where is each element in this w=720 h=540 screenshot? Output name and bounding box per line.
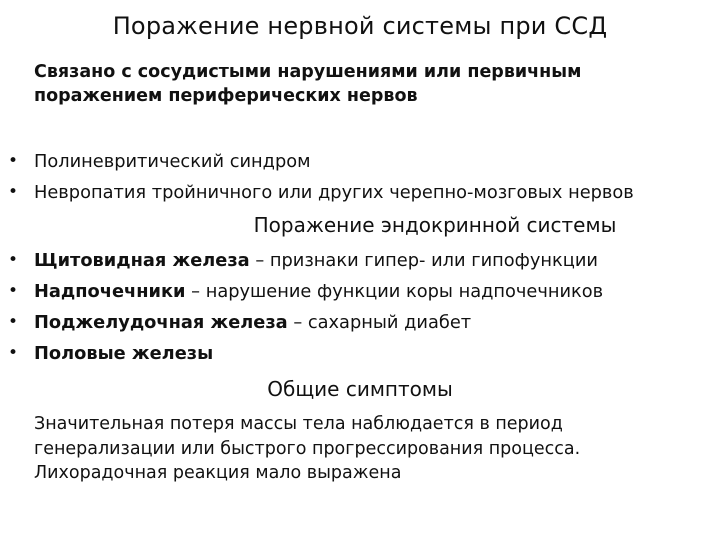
list-item: [0, 276, 720, 307]
general-symptoms-text: [34, 412, 694, 486]
intro-line: поражением периферических нервов: [34, 86, 418, 106]
organ-description: – сахарный диабет: [287, 312, 472, 333]
general-section-title: [0, 377, 720, 401]
intro-text: [34, 60, 674, 108]
list-item-text: Невропатия тройничного или других черепно-мозговых нервов: [34, 182, 634, 203]
list-item-text: Полиневритический синдром: [34, 151, 311, 172]
endocrine-list: [0, 245, 720, 369]
organ-description: – признаки гипер- или гипофункции: [249, 250, 598, 271]
list-item: [0, 245, 720, 276]
organ-name: Поджелудочная железа: [34, 312, 288, 333]
bullet-icon: •: [8, 151, 19, 171]
organ-name: Половые железы: [34, 343, 214, 364]
paragraph-line: Лихорадочная реакция мало выражена: [34, 463, 402, 483]
bullet-icon: •: [8, 281, 19, 301]
section-title-text: Поражение эндокринной системы: [253, 213, 617, 237]
section-title-text: Общие симптомы: [267, 377, 453, 401]
paragraph-line: Значительная потеря массы тела наблюдается в период: [34, 414, 563, 434]
slide-title: Поражение нервной системы при ССД: [112, 12, 608, 40]
bullet-icon: •: [8, 312, 19, 332]
nervous-symptoms-list: [0, 146, 720, 208]
bullet-icon: •: [8, 343, 19, 363]
endocrine-section-title: [0, 213, 720, 237]
paragraph-line: генерализации или быстрого прогрессирования процесса.: [34, 438, 581, 459]
list-item: [0, 177, 720, 208]
organ-description: – нарушение функции коры надпочечников: [185, 281, 604, 302]
intro-line: Связано с сосудистыми нарушениями или первичным: [34, 62, 582, 82]
bullet-icon: •: [8, 250, 19, 270]
organ-name: Щитовидная железа: [34, 250, 250, 271]
list-item: [0, 146, 720, 177]
list-item: [0, 307, 720, 338]
list-item: [0, 338, 720, 369]
organ-name: Надпочечники: [34, 281, 186, 302]
bullet-icon: •: [8, 182, 19, 202]
